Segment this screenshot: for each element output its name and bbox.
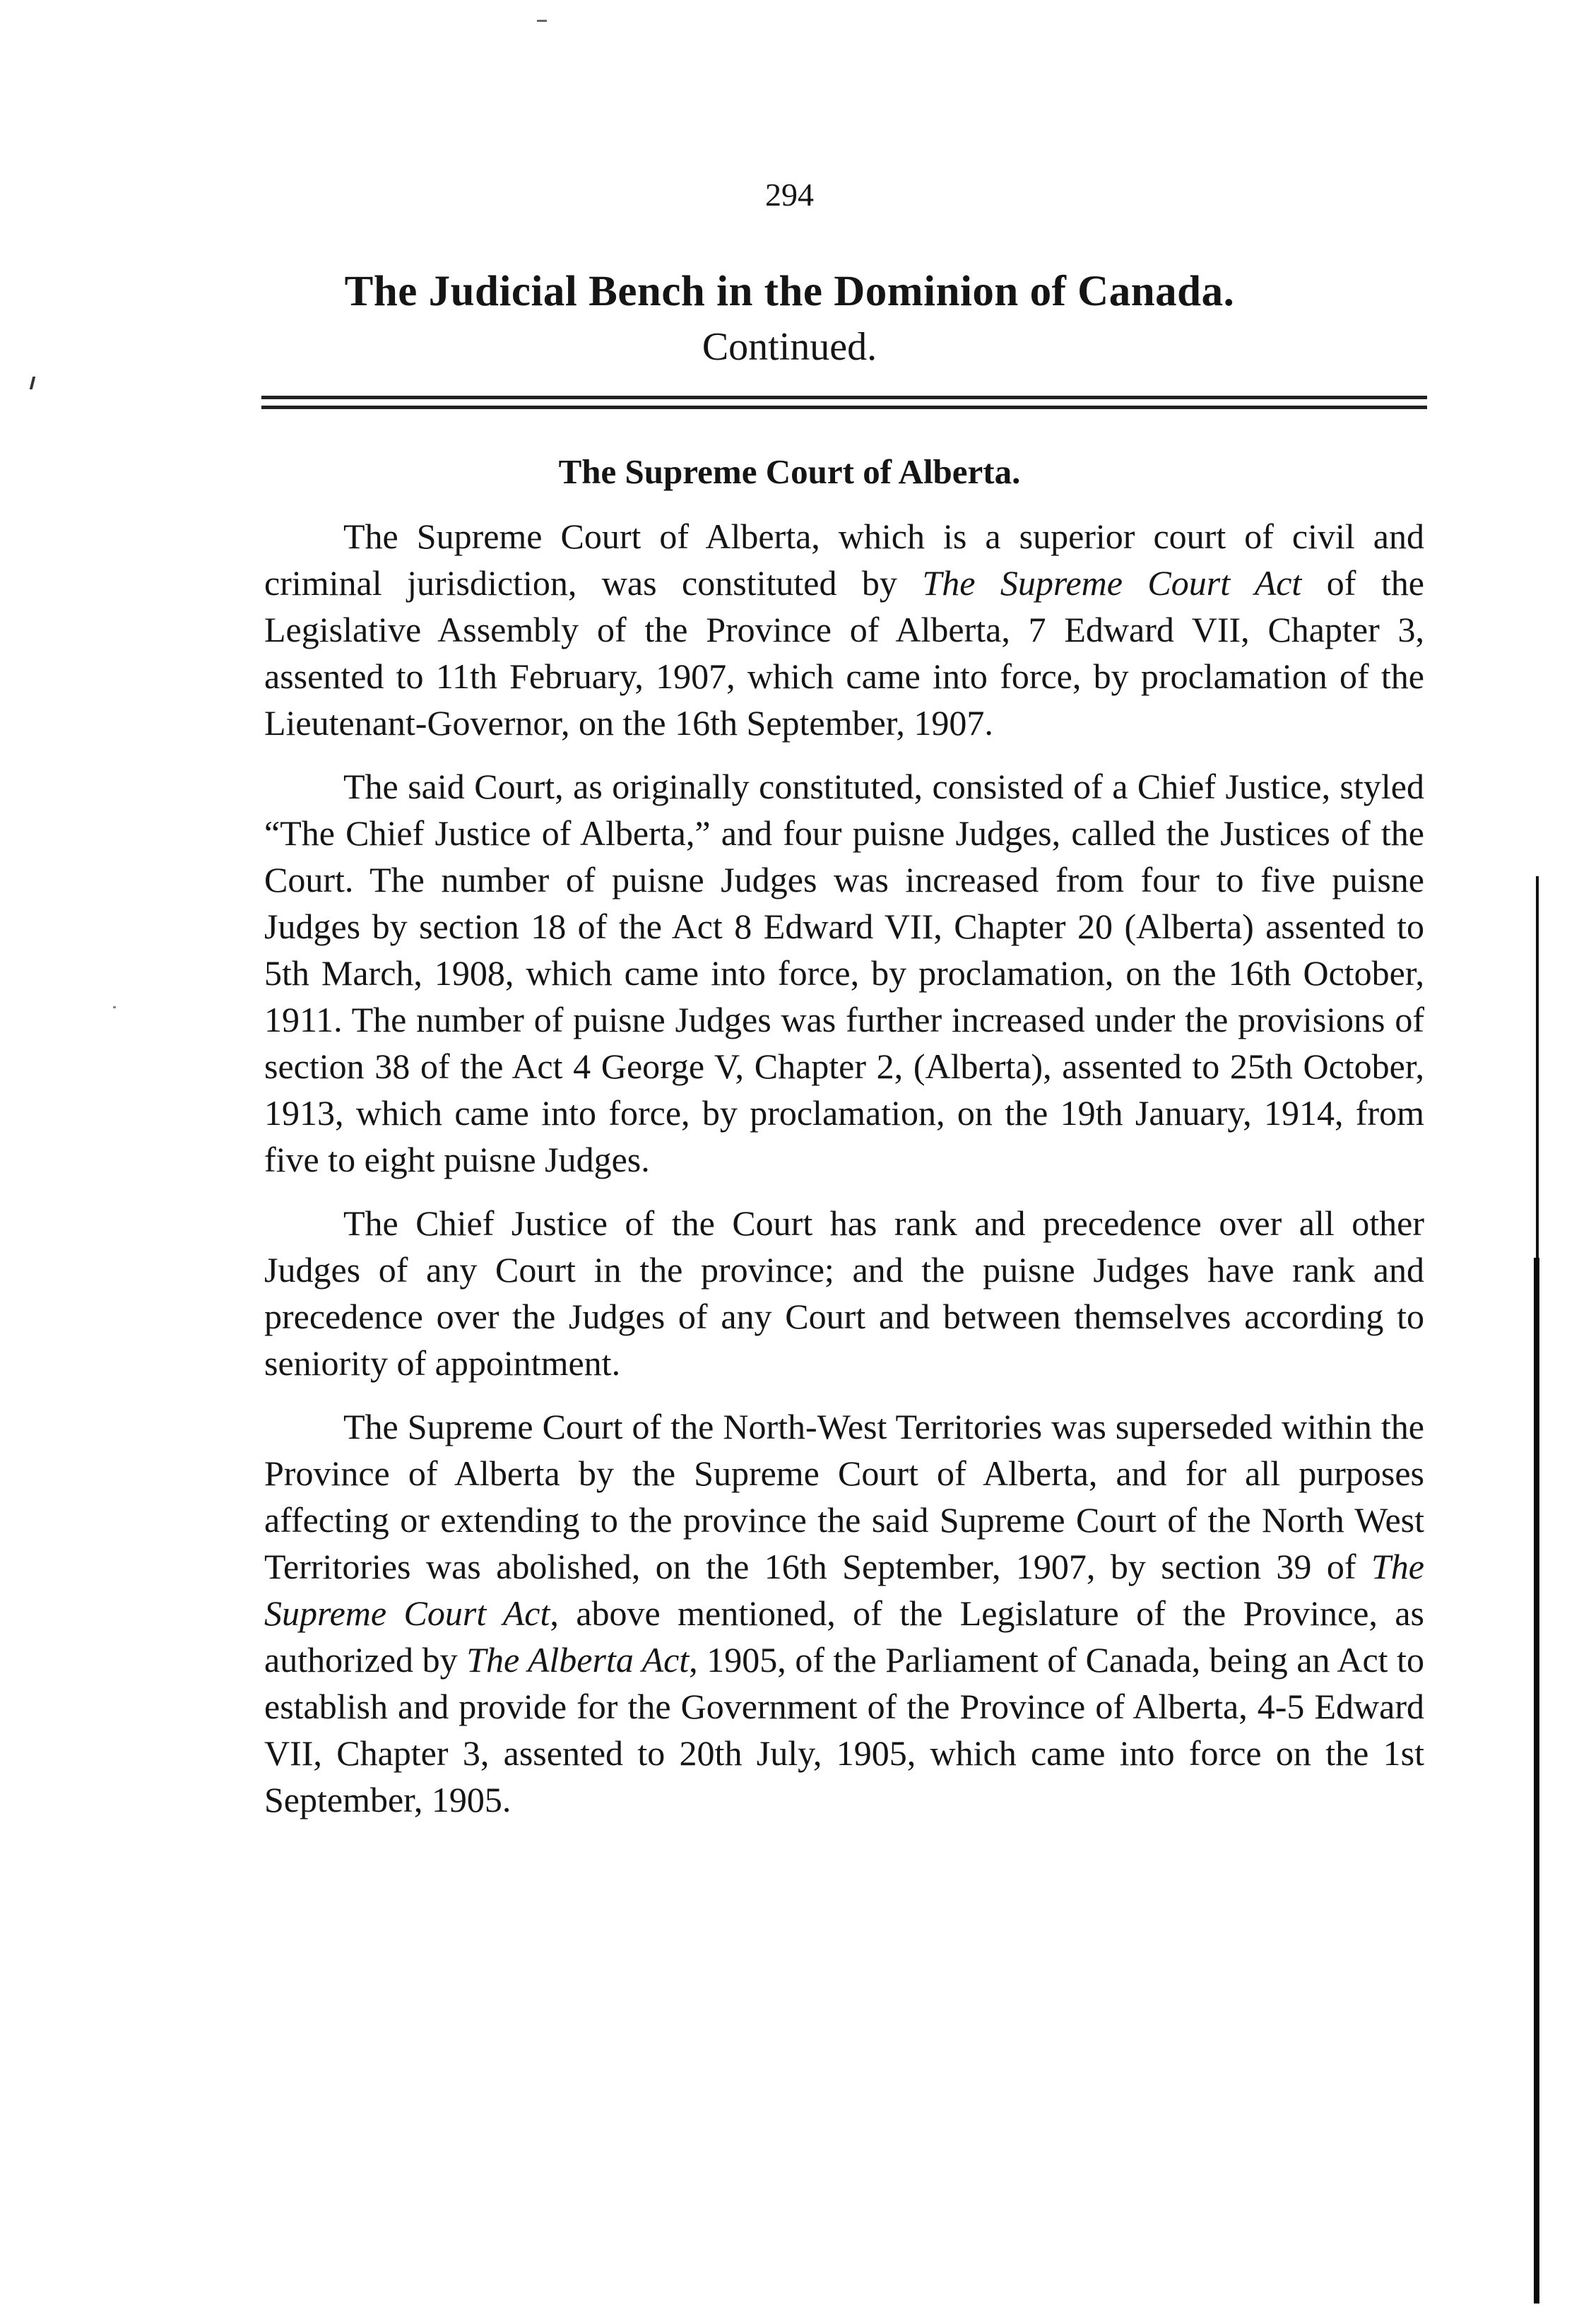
paragraph-4-text-c: , above mentioned, of the Legislature of the Province, as authorized by — [264, 1593, 1424, 1680]
section-title: The Supreme Court of Alberta. — [558, 452, 1021, 491]
page-subheading: Continued. — [702, 325, 877, 369]
paragraph-2: The said Court, as originally constituted, consisted of a Chief Justice, styled “The Chief Justice of Alberta,” and four puisne Judges, called the Justices of the Court. The number of puisne Judges was increased from four to five puisne Judges by section 18 of the Act 8 Edward VII, Chapter 20 (Alberta) assented to 5th March, 1908, which came into force, by proclamation, on the 16th October, 1911. The number of puisne Judges was further increased under the provisions of section 38 of the Act 4 George V, Chapter 2, (Alberta), assented to 25th October, 1913, which came into force, by proclamation, on the 19th January, 1914, from five to eight puisne Judges. — [264, 767, 1424, 1179]
paragraph-4-italic-act-title: The Supreme Court Act — [264, 1547, 1424, 1633]
page-number: 294 — [765, 177, 814, 213]
page-heading: The Judicial Bench in the Dominion of Canada. — [344, 268, 1235, 315]
paragraph-1 — [264, 513, 1424, 746]
scan-mark — [30, 377, 35, 389]
paragraph-4-text-e: , 1905, of the Parliament of Canada, being an Act to establish and provide for the Government of the Province of Alberta, 4-5 Edward VII, Chapter 3, assented to 20th July, 1905, which came into force on the 1st September, 1905. — [264, 1640, 1425, 1819]
scan-speck — [537, 20, 547, 22]
paragraph-1-text-c: of the Legislative Assembly of the Province of Alberta, 7 Edward VII, Chapter 3, assented to 11th February, 1907, which came into force, by proclamation of the Lieutenant-Governor, on the 16th September, 1907. — [264, 563, 1425, 743]
scan-speck — [113, 1006, 116, 1008]
paragraph-1-text-a: The Supreme Court of Alberta, which is a superior court of civil and criminal jurisdiction, was constituted by — [264, 517, 1424, 603]
paragraph-4-italic-alberta-act: The Alberta Act — [466, 1640, 690, 1680]
paragraph-4 — [264, 1403, 1424, 1823]
paragraph-1-italic-act-title: The Supreme Court Act — [922, 563, 1302, 603]
body-text — [264, 513, 1424, 1840]
scan-margin-line-thick — [1534, 1258, 1539, 2304]
paragraph-4-text-a: The Supreme Court of the North-West Territories was superseded within the Province of Alberta by the Supreme Court of Alberta, and for all purposes affecting or extending to the province the said Supreme Court of the North West Territories was abolished, on the 16th September, 1907, by section 39 of — [264, 1407, 1424, 1586]
double-rule-bottom — [261, 406, 1427, 409]
double-rule-top — [261, 396, 1427, 399]
paragraph-3: The Chief Justice of the Court has rank and precedence over all other Judges of any Court in the province; and the puisne Judges have rank and precedence over the Judges of any Court and between themselves according to seniority of appointment. — [264, 1203, 1424, 1383]
